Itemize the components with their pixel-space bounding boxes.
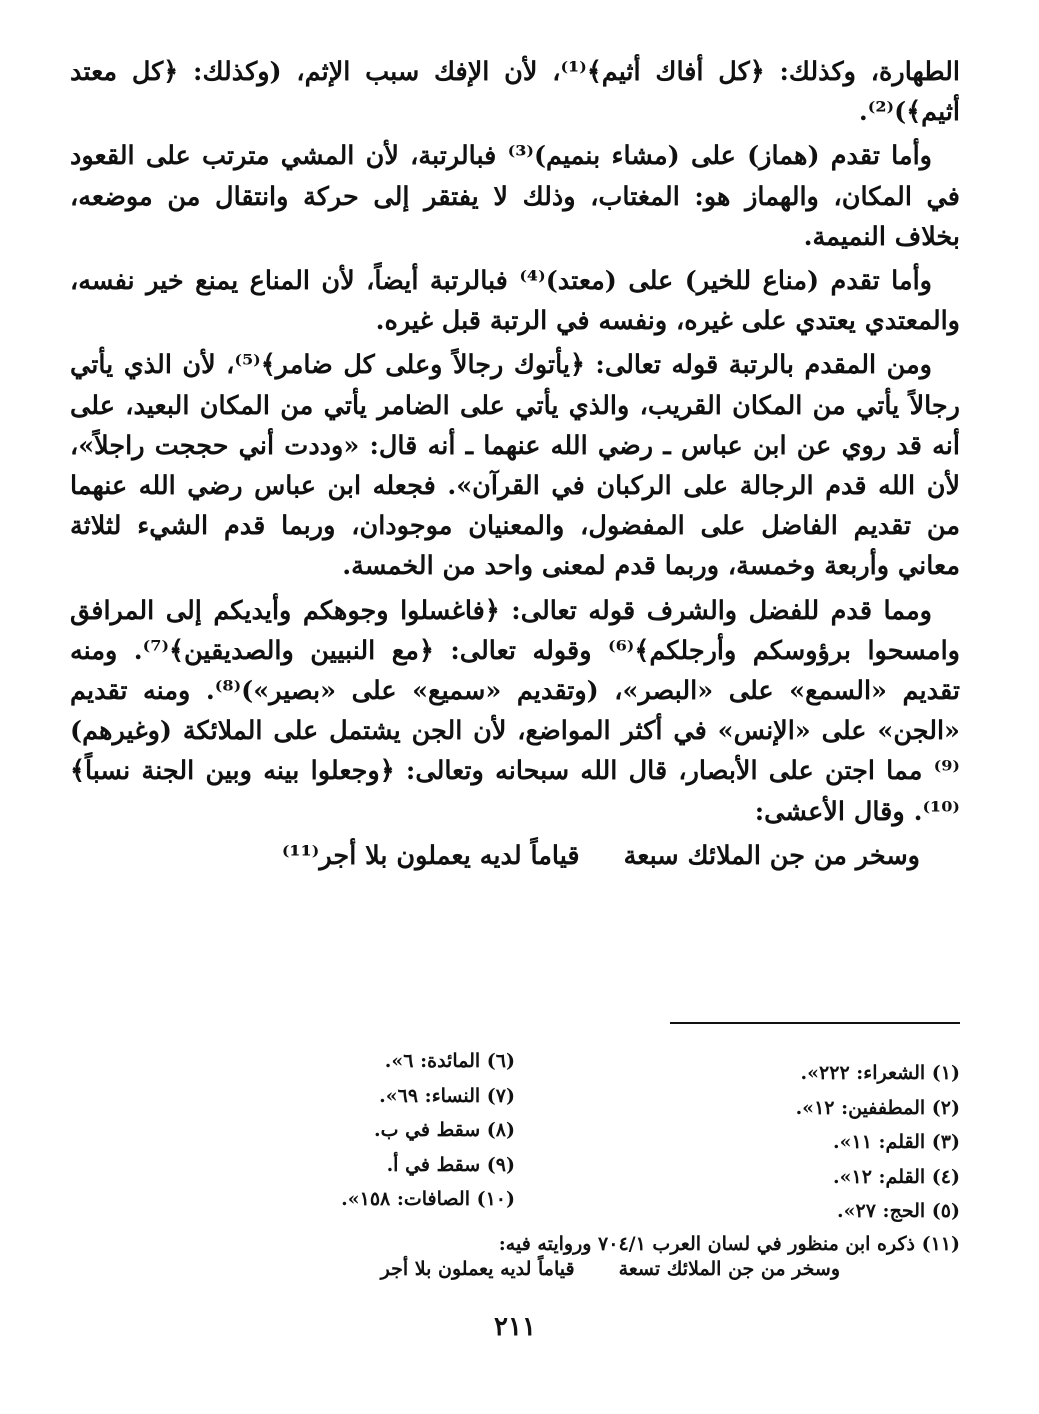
footnote-2: (٢) المطففين: ١٢».	[795, 1096, 960, 1119]
footnote-1: (١) الشعراء: ٢٢٢».	[800, 1062, 960, 1084]
footnote-10: (١٠) الصافات: ١٥٨».	[341, 1188, 515, 1210]
verse-second-hemistich: قياماً لديه يعملون بلا أجر⁽¹¹⁾	[281, 840, 580, 871]
poetry-verse	[70, 836, 960, 876]
footnote-4: (٤) القلم: ١٢».	[833, 1165, 960, 1188]
footnote-verse-first-hemistich: وسخر من جن الملائك تسعة	[618, 1257, 840, 1280]
footnote-6: (٦) المائدة: ٦».	[384, 1050, 515, 1072]
footnote-divider	[670, 1022, 960, 1024]
footnote-verse	[70, 1257, 960, 1281]
footnote-7: (٧) النساء: ٦٩».	[379, 1084, 515, 1107]
paragraph-1: الطهارة، وكذلك: ﴿كل أفاك أثيم﴾⁽¹⁾، لأن الإفك سبب الإثم، (وكذلك: ﴿كل معتد أثيم﴾)⁽²⁾.	[70, 57, 960, 128]
paragraph-4: ومن المقدم بالرتبة قوله تعالى: ﴿يأتوك رجالاً وعلى كل ضامر﴾⁽⁵⁾، لأن الذي يأتي رجالاً يأتي من المكان القريب، والذي يأتي على الضامر يأتي من المكان البعيد، على أنه قد روي عن ابن عباس ـ رضي الله عنهما ـ أنه قال: «وددت أني حججت راجلاً»، لأن الله قدم الرجالة على الركبان في القرآن». فجعله ابن عباس رضي الله عنهما من تقديم الفاضل على المفضول، والمعنيان موجودان، وربما قدم الشيء لثلاثة معاني وأربعة وخمسة، وربما قدم لمعنى واحد من الخمسة.	[70, 350, 960, 582]
footnote-9: (٩) سقط في أ.	[386, 1153, 515, 1176]
footnote-3: (٣) القلم: ١١».	[833, 1131, 960, 1153]
paragraph-3: وأما تقدم (مناع للخير) على (معتد)⁽⁴⁾ فبالرتبة أيضاً، لأن المناع يمنع خير نفسه، والمعتدي يعتدي على غيره، ونفسه في الرتبة قبل غيره.	[70, 266, 960, 337]
paragraph-5: ومما قدم للفضل والشرف قوله تعالى: ﴿فاغسلوا وجوهكم وأيديكم إلى المرافق وامسحوا برؤوسكم وأرجلكم﴾⁽⁶⁾ وقوله تعالى: ﴿مع النبيين والصديقين﴾⁽⁷⁾. ومنه تقديم «السمع» على «البصر»، (وتقديم «سميع» على «بصير»)⁽⁸⁾. ومنه تقديم «الجن» على «الإنس» في أكثر المواضع، لأن الجن يشتمل على الملائكة (وغيرهم)⁽⁹⁾ مما اجتن على الأبصار، قال الله سبحانه وتعالى: ﴿وجعلوا بينه وبين الجنة نسباً﴾⁽¹⁰⁾. وقال الأعشى:	[70, 595, 960, 827]
footnote-5: (٥) الحج: ٢٧».	[837, 1200, 960, 1222]
page-number: ٢١١	[494, 1312, 536, 1342]
footnotes	[70, 1040, 960, 1281]
footnote-column-right	[515, 1040, 960, 1229]
footnote-8: (٨) سقط في ب.	[373, 1119, 515, 1141]
footnote-verse-second-hemistich: قياماً لديه يعملون بلا أجر	[380, 1257, 575, 1280]
paragraph-2: وأما تقدم (هماز) على (مشاء بنميم)⁽³⁾ فبالرتبة، لأن المشي مترتب على القعود في المكان، والهماز هو: المغتاب، وذلك لا يفتقر إلى حركة وانتقال من موضعه، بخلاف النميمة.	[70, 141, 960, 252]
verse-first-hemistich: وسخر من جن الملائك سبعة	[623, 840, 920, 871]
footnote-columns	[70, 1040, 960, 1229]
book-page	[70, 52, 960, 1372]
main-text	[70, 52, 960, 832]
footnote-11: (١١) ذكره ابن منظور في لسان العرب ٧٠٤/١ وروايته فيه:	[498, 1232, 960, 1255]
footnote-column-left	[70, 1040, 515, 1229]
